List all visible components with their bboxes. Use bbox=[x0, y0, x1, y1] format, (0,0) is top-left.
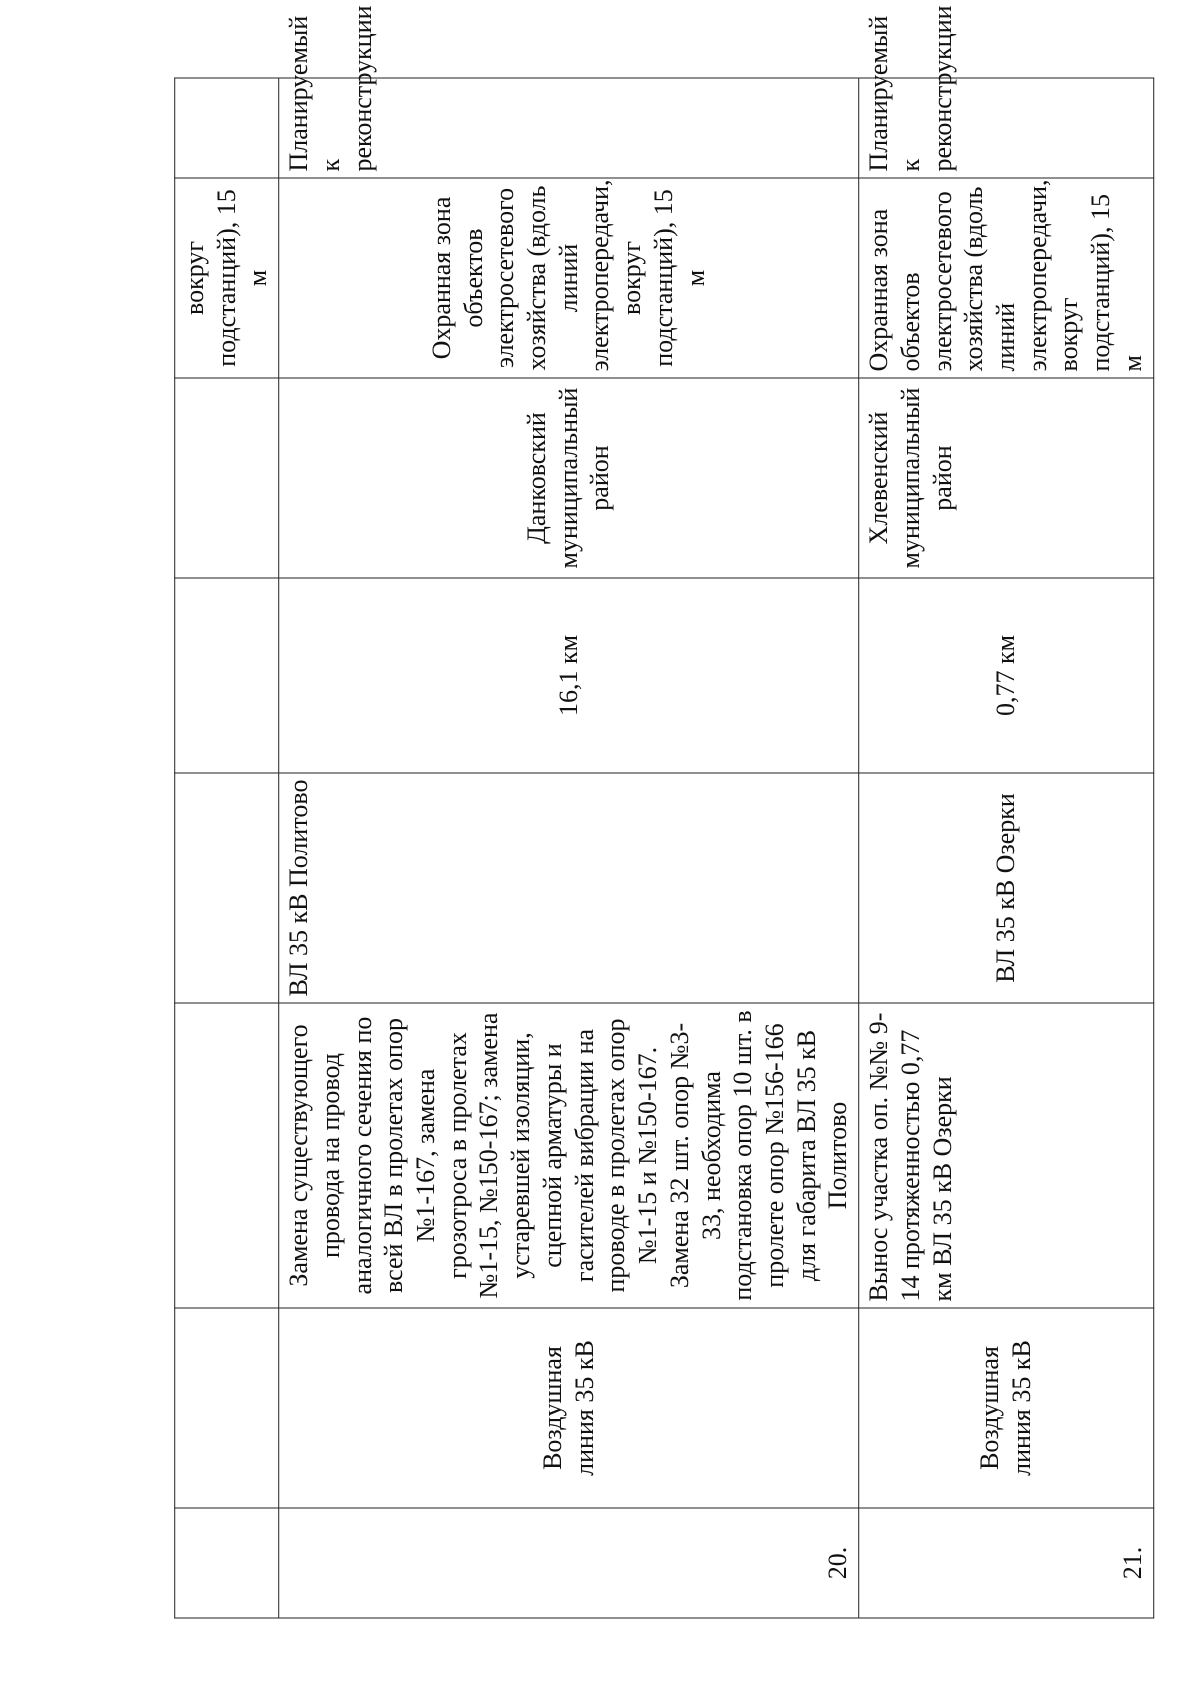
object-title: ВЛ 35 кВ Озерки bbox=[859, 773, 1153, 1003]
row-number: 21. bbox=[859, 1508, 1153, 1618]
row-number bbox=[175, 1508, 279, 1618]
object-length bbox=[175, 578, 279, 773]
protection-zone: Охранная зона объектов электросетевого хозяйства (вдоль линий электропередачи, вокруг подстанций), 15 м bbox=[279, 178, 859, 378]
object-name: Воздушная линия 35 кВ bbox=[279, 1308, 859, 1508]
district-name: Данковский муниципальный район bbox=[279, 378, 859, 578]
protection-zone: Охранная зона объектов электросетевого хозяйства (вдоль линий электропередачи, вокруг подстанций), 15 м bbox=[859, 178, 1153, 378]
district-name: Хлевенский муниципальный район bbox=[859, 378, 1153, 578]
object-status: Планируемый к реконструкции bbox=[279, 78, 859, 178]
object-description bbox=[175, 1003, 279, 1308]
object-name: Воздушная линия 35 кВ bbox=[859, 1308, 1153, 1508]
protection-zone: вокруг подстанций), 15 м bbox=[175, 178, 279, 378]
district-name bbox=[175, 378, 279, 578]
object-status bbox=[175, 78, 279, 178]
object-description: Вынос участка оп. №№ 9-14 протяженностью 0,77 км ВЛ 35 кВ Озерки bbox=[859, 1003, 1153, 1308]
table-row bbox=[175, 78, 279, 1618]
object-title bbox=[175, 773, 279, 1003]
table-row bbox=[279, 78, 859, 1618]
object-length: 16,1 км bbox=[279, 578, 859, 773]
row-number: 20. bbox=[279, 1508, 859, 1618]
object-name bbox=[175, 1308, 279, 1508]
zones-table bbox=[174, 5, 1154, 1619]
object-length: 0,77 км bbox=[859, 578, 1153, 773]
object-title: ВЛ 35 кВ Политово bbox=[279, 773, 859, 1003]
table-row bbox=[859, 78, 1153, 1618]
object-description: Замена существующего провода на провод аналогичного сечения по всей ВЛ в пролетах опор №1-167, замена грозотроса в пролетах №1-15, №150-167; замена устаревшей изоляции, сцепной арматуры и гасителей вибрации на проводе в пролетах опор №1-15 и №150-167. Замена 32 шт. опор №3-33, необходима подстановка опор 10 шт. в пролете опор №156-166 для габарита ВЛ 35 кВ Политово bbox=[279, 1003, 859, 1308]
object-status: Планируемый к реконструкции bbox=[859, 78, 1153, 178]
